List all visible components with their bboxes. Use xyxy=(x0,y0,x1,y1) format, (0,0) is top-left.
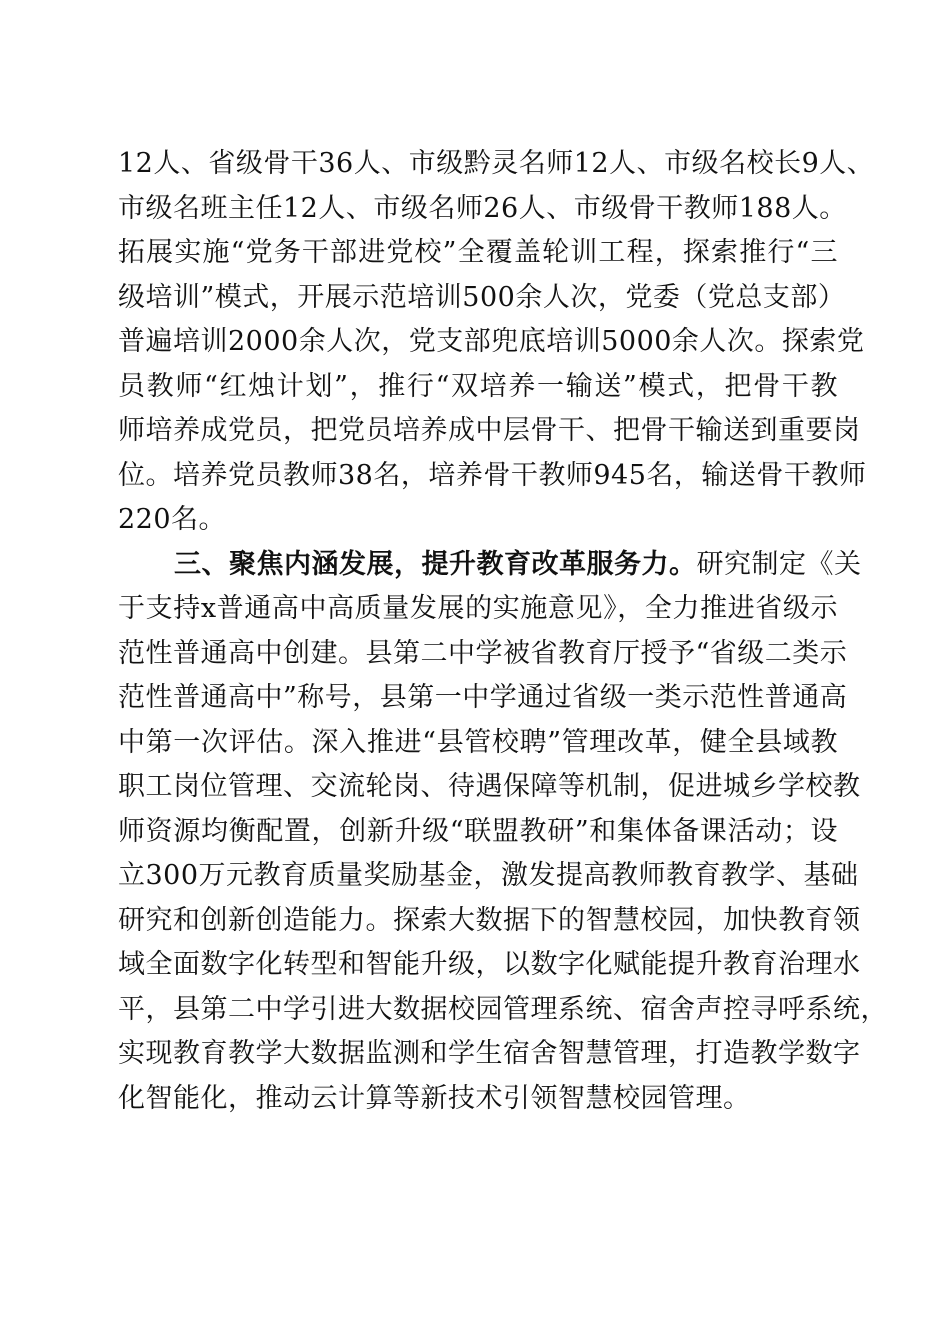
text-line: 立300万元教育质量奖励基金，激发提高教师教育教学、基础 xyxy=(118,860,859,891)
text-line: 化智能化，推动云计算等新技术引领智慧校园管理。 xyxy=(118,1082,751,1114)
paragraph-2 xyxy=(118,543,888,1122)
document-body xyxy=(118,142,888,1121)
text-line: 12人、省级骨干36人、市级黔灵名师12人、市级名校长9人、 xyxy=(118,148,875,179)
paragraph-first-line xyxy=(118,543,862,588)
text-line: 范性普通高中创建。县第二中学被省教育厅授予“省级二类示 xyxy=(118,637,848,669)
text-line: 普遍培训2000余人次，党支部兜底培训5000余人次。探索党 xyxy=(118,326,865,357)
text-line: 师资源均衡配置，创新升级“联盟教研”和集体备课活动；设 xyxy=(118,815,838,847)
text-line: 研究和创新创造能力。探索大数据下的智慧校园，加快教育领 xyxy=(118,904,861,936)
text-line: 范性普通高中”称号，县第一中学通过省级一类示范性普通高 xyxy=(118,682,848,713)
text-line: 职工岗位管理、交流轮岗、待遇保障等机制，促进城乡学校教 xyxy=(118,771,861,802)
text-line: 位。培养党员教师38名，培养骨干教师945名，输送骨干教师 xyxy=(118,459,867,491)
text-line: 平，县第二中学引进大数据校园管理系统、宿舍声控寻呼系统， xyxy=(118,993,888,1025)
text-line: 员教师“红烛计划”，推行“双培养一输送”模式，把骨干教 xyxy=(118,370,838,402)
text-line: 于支持x普通高中高质量发展的实施意见》，全力推进省级示 xyxy=(118,593,838,624)
text-line: 220名。 xyxy=(118,504,227,535)
section-heading: 三、聚焦内涵发展，提升教育改革服务力。 xyxy=(174,548,697,580)
text-line: 中第一次评估。深入推进“县管校聘”管理改革，健全县域教 xyxy=(118,726,838,758)
text-line: 级培训”模式，开展示范培训500余人次，党委（党总支部） xyxy=(118,281,846,313)
text-line: 实现教育教学大数据监测和学生宿舍智慧管理，打造教学数字 xyxy=(118,1038,861,1069)
heading-followup-text: 研究制定《关 xyxy=(696,548,862,580)
paragraph-1 xyxy=(118,142,875,543)
text-line: 市级名班主任12人、市级名师26人、市级骨干教师188人。 xyxy=(118,192,847,224)
text-line: 拓展实施“党务干部进党校”全覆盖轮训工程，探索推行“三 xyxy=(118,237,838,268)
text-line: 域全面数字化转型和智能升级，以数字化赋能提升教育治理水 xyxy=(118,949,861,980)
text-line: 师培养成党员，把党员培养成中层骨干、把骨干输送到重要岗 xyxy=(118,415,861,446)
